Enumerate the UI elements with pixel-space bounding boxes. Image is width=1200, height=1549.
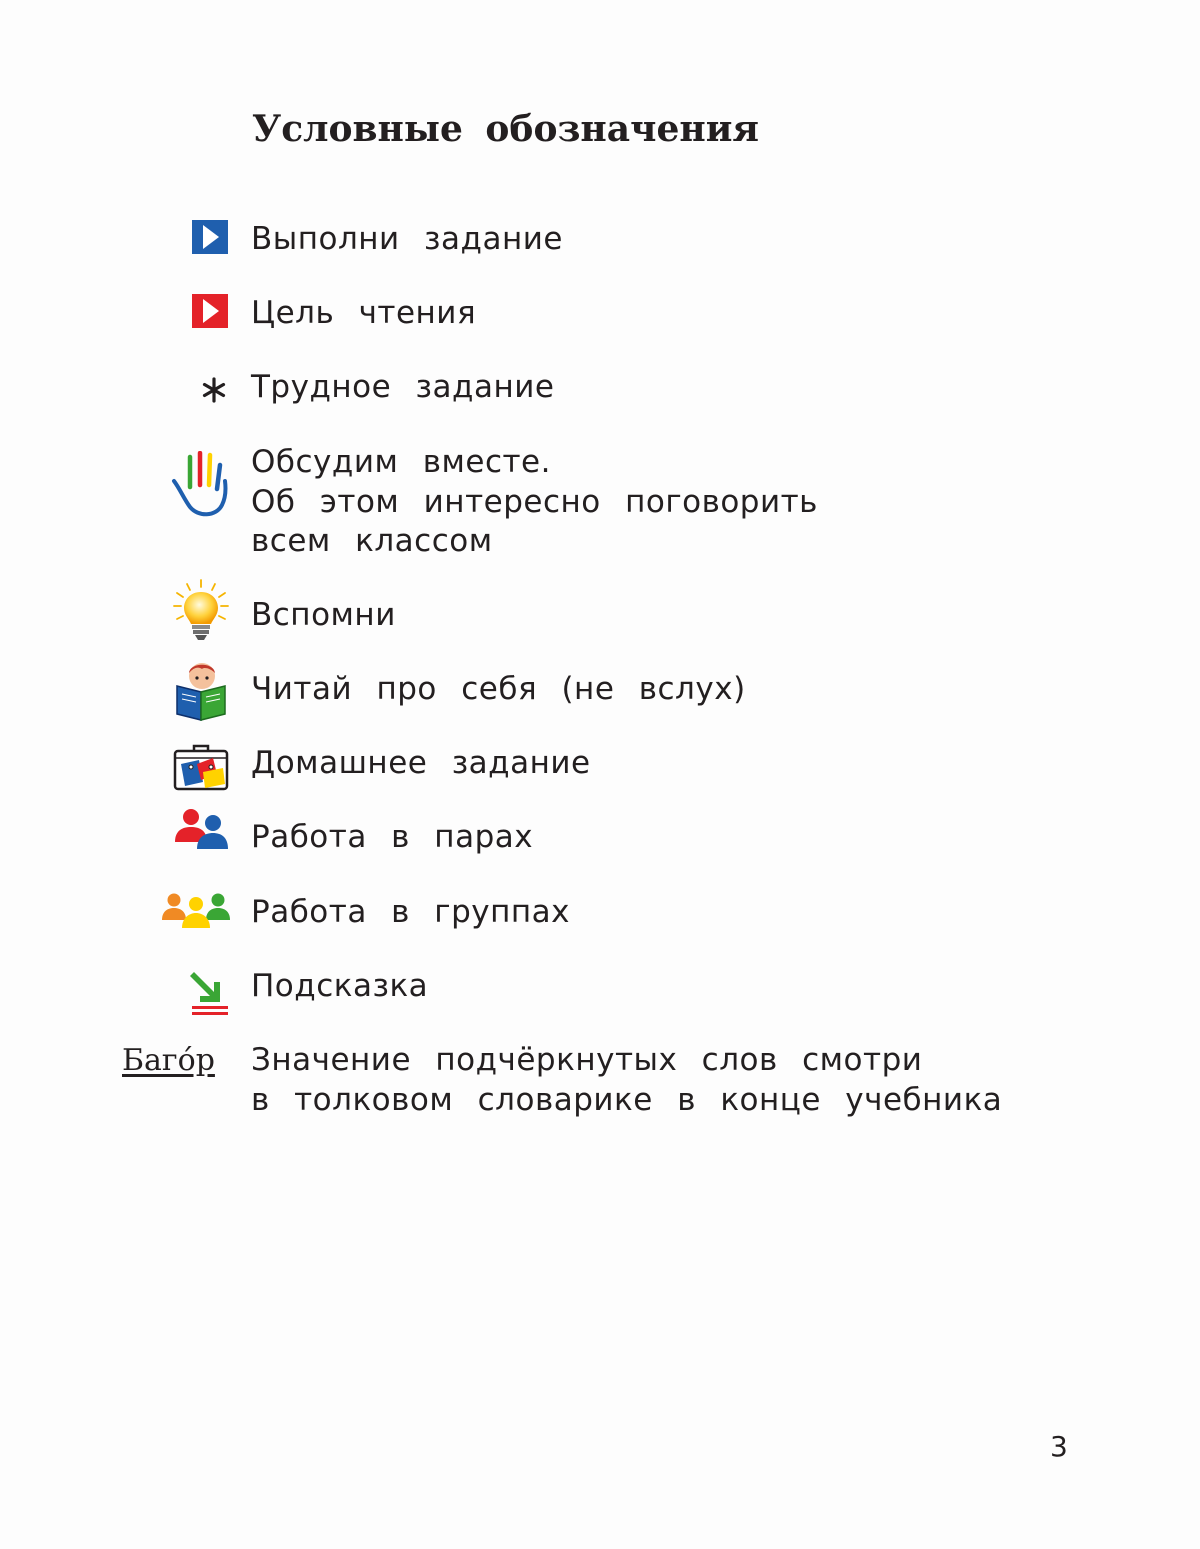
page-number: 3 — [1050, 1430, 1068, 1463]
underlined-example-word: Баго́р — [122, 1043, 215, 1078]
legend-text: Работа в парах — [251, 819, 534, 855]
legend-text: Обсудим вместе. Об этом интересно поговорить всем классом — [251, 444, 818, 559]
legend-text: Трудное задание — [251, 369, 555, 405]
legend-text: Значение подчёркнутых слов смотри в толковом словарике в конце учебника — [251, 1042, 1003, 1118]
legend-text: Работа в группах — [251, 894, 570, 930]
hand-icon — [170, 451, 230, 521]
briefcase-icon — [173, 744, 229, 796]
legend-text: Домашнее задание — [251, 745, 591, 781]
asterisk-icon — [200, 376, 228, 408]
hint-arrow-icon — [190, 970, 230, 1020]
pair-people-icon — [173, 808, 229, 856]
play-blue-icon — [192, 220, 228, 258]
legend-text: Подсказка — [251, 968, 429, 1004]
legend-text: Выполни задание — [251, 221, 563, 257]
legend-text: Вспомни — [251, 597, 396, 633]
legend-text: Цель чтения — [251, 295, 477, 331]
group-people-icon — [162, 890, 230, 934]
play-red-icon — [192, 294, 228, 332]
page-title: Условные обозначения — [252, 108, 760, 150]
legend-text: Читай про себя (не вслух) — [251, 671, 746, 707]
reading-child-icon — [174, 660, 228, 726]
lightbulb-icon — [172, 578, 230, 646]
